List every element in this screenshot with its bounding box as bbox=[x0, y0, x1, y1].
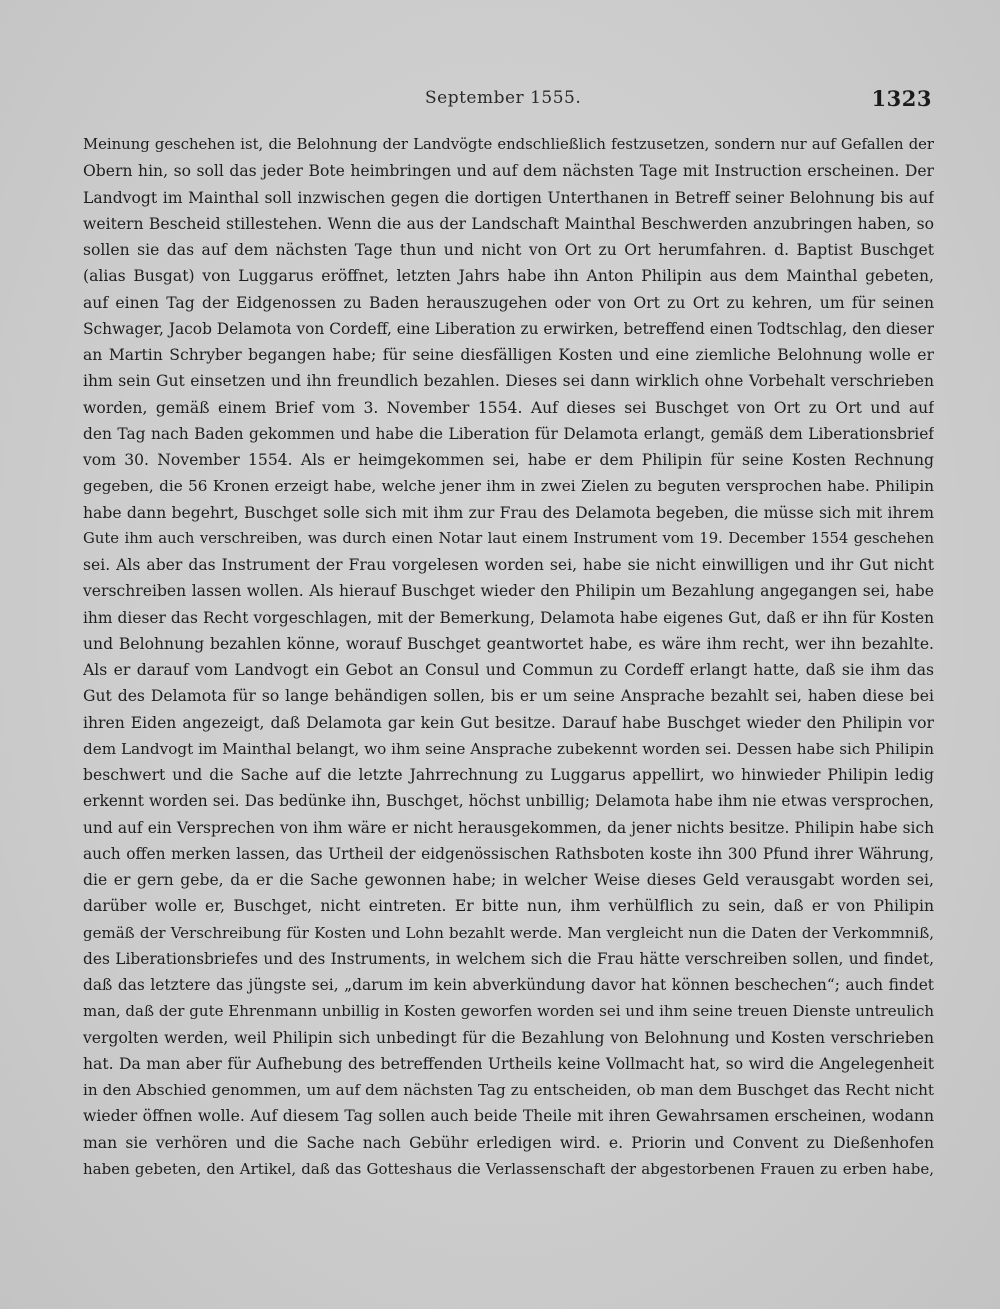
text-line: man sie verhören und die Sache nach Gebühr erledigen wird. e. Priorin und Convent zu Dießenhofen bbox=[83, 1133, 934, 1152]
text-line: beschwert und die Sache auf die letzte Jahrrechnung zu Luggarus appellirt, wo hinwieder Philipin ledig bbox=[83, 766, 934, 784]
text-line: habe dann begehrt, Buschget solle sich mit ihm zur Frau des Delamota begeben, die müsse sich mit ihrem bbox=[83, 503, 934, 522]
page-number: 1323 bbox=[871, 86, 932, 111]
text-line bbox=[83, 1182, 934, 1208]
text-line: und auf ein Versprechen von ihm wäre er nicht herausgekommen, da jener nichts besitze. Philipin habe sich bbox=[83, 818, 934, 837]
text-line: Meinung geschehen ist, die Belohnung der Landvögte endschließlich festzusetzen, sondern nur auf Gefallen der bbox=[83, 136, 934, 153]
text-line: vom 30. November 1554. Als er heimgekommen sei, habe er dem Philipin für seine Kosten Rechnung bbox=[83, 451, 934, 469]
text-line: wieder öffnen wolle. Auf diesem Tag sollen auch beide Theile mit ihren Gewahrsamen erscheinen, wodann bbox=[83, 1107, 934, 1126]
text-line: an Martin Schryber begangen habe; für seine diesfälligen Kosten und eine ziemliche Belohnung wolle er bbox=[83, 346, 934, 364]
text-line: (alias Busgat) von Luggarus eröffnet, letzten Jahrs habe ihn Anton Philipin aus dem Mainthal gebeten, bbox=[83, 267, 934, 286]
text-line: ihm sein Gut einsetzen und ihn freundlich bezahlen. Dieses sei dann wirklich ohne Vorbehalt verschrieben bbox=[83, 372, 934, 391]
text-line: daß das letztere das jüngste sei, „darum im kein abverkündung davor hat können beschechen“; auch findet bbox=[83, 976, 934, 994]
body-text bbox=[83, 132, 934, 1208]
text-line: sollen sie das auf dem nächsten Tage thun und nicht von Ort zu Ort herumfahren. d. Baptist Buschget bbox=[83, 241, 934, 259]
text-line: worden, gemäß einem Brief vom 3. November 1554. Auf dieses sei Buschget von Ort zu Ort und auf bbox=[83, 398, 934, 417]
text-line: vergolten werden, weil Philipin sich unbedingt für die Bezahlung von Belohnung und Kosten verschrieben bbox=[83, 1028, 934, 1047]
text-line: man, daß der gute Ehrenmann unbillig in Kosten geworfen worden sei und ihm seine treuen Dienste untreulich bbox=[83, 1002, 934, 1021]
text-line: Gut des Delamota für so lange behändigen sollen, bis er um seine Ansprache bezahlt sei, haben diese bei bbox=[83, 687, 934, 706]
text-line: und Belohnung bezahlen könne, worauf Buschget geantwortet habe, es wäre ihm recht, wer ihn bezahlte. bbox=[83, 634, 934, 653]
text-line: dem Landvogt im Mainthal belangt, wo ihm seine Ansprache zubekennt worden sei. Dessen habe sich Philipin bbox=[83, 739, 934, 758]
running-head: September 1555. bbox=[425, 88, 582, 108]
text-line: Als er darauf vom Landvogt ein Gebot an Consul und Commun zu Cordeff erlangt hatte, daß sie ihm das bbox=[83, 661, 934, 679]
text-line: gegeben, die 56 Kronen erzeigt habe, welche jener ihm in zwei Zielen zu beguten versprochen habe. Philipin bbox=[83, 477, 934, 496]
text-line: des Liberationsbriefes und des Instruments, in welchem sich die Frau hätte verschreiben sollen, und findet, bbox=[83, 949, 934, 968]
text-line: darüber wolle er, Buschget, nicht eintreten. Er bitte nun, ihm verhülflich zu sein, daß er von Philipin bbox=[83, 897, 934, 916]
text-line: Schwager, Jacob Delamota von Cordeff, eine Liberation zu erwirken, betreffend einen Todtschlag, den dieser bbox=[83, 319, 934, 338]
text-line: den Tag nach Baden gekommen und habe die Liberation für Delamota erlangt, gemäß dem Liberationsbrief bbox=[83, 424, 934, 443]
text-line: in den Abschied genommen, um auf dem nächsten Tag zu entscheiden, ob man dem Buschget das Recht nicht bbox=[83, 1081, 934, 1099]
text-line: Landvogt im Mainthal soll inzwischen gegen die dortigen Unterthanen in Betreff seiner Belohnung bis auf bbox=[83, 188, 934, 207]
page-header bbox=[0, 88, 1000, 118]
text-line: auf einen Tag der Eidgenossen zu Baden herauszugehen oder von Ort zu Ort zu kehren, um für seinen bbox=[83, 293, 934, 312]
text-line: auch offen merken lassen, das Urtheil der eidgenössischen Rathsboten koste ihn 300 Pfund ihrer Währung, bbox=[83, 844, 934, 863]
text-line: verschreiben lassen wollen. Als hierauf Buschget wieder den Philipin um Bezahlung angegangen sei, habe bbox=[83, 582, 934, 601]
text-line: haben gebeten, den Artikel, daß das Gotteshaus die Verlassenschaft der abgestorbenen Frauen zu erben habe, bbox=[83, 1159, 934, 1178]
text-line: hat. Da man aber für Aufhebung des betreffenden Urtheils keine Vollmacht hat, so wird die Angelegenheit bbox=[83, 1054, 934, 1073]
text-line: gemäß der Verschreibung für Kosten und Lohn bezahlt werde. Man vergleicht nun die Daten der Verkommniß, bbox=[83, 923, 934, 942]
text-line: sei. Als aber das Instrument der Frau vorgelesen worden sei, habe sie nicht einwilligen und ihr Gut nicht bbox=[83, 556, 934, 574]
text-line: ihren Eiden angezeigt, daß Delamota gar kein Gut besitze. Darauf habe Buschget wieder den Philipin vor bbox=[83, 713, 934, 732]
text-line: erkennt worden sei. Das bedünke ihn, Buschget, höchst unbillig; Delamota habe ihm nie etwas versprochen, bbox=[83, 792, 934, 811]
text-line: Obern hin, so soll das jeder Bote heimbringen und auf dem nächsten Tage mit Instruction erscheinen. Der bbox=[83, 162, 934, 181]
text-line: ihm dieser das Recht vorgeschlagen, mit der Bemerkung, Delamota habe eigenes Gut, daß er ihn für Kosten bbox=[83, 608, 934, 627]
text-line: weitern Bescheid stillestehen. Wenn die aus der Landschaft Mainthal Beschwerden anzubringen haben, so bbox=[83, 214, 934, 233]
text-line: Gute ihm auch verschreiben, was durch einen Notar laut einem Instrument vom 19. December 1554 geschehen bbox=[83, 529, 934, 547]
text-line: die er gern gebe, da er die Sache gewonnen habe; in welcher Weise dieses Geld verausgabt worden sei, bbox=[83, 871, 934, 889]
